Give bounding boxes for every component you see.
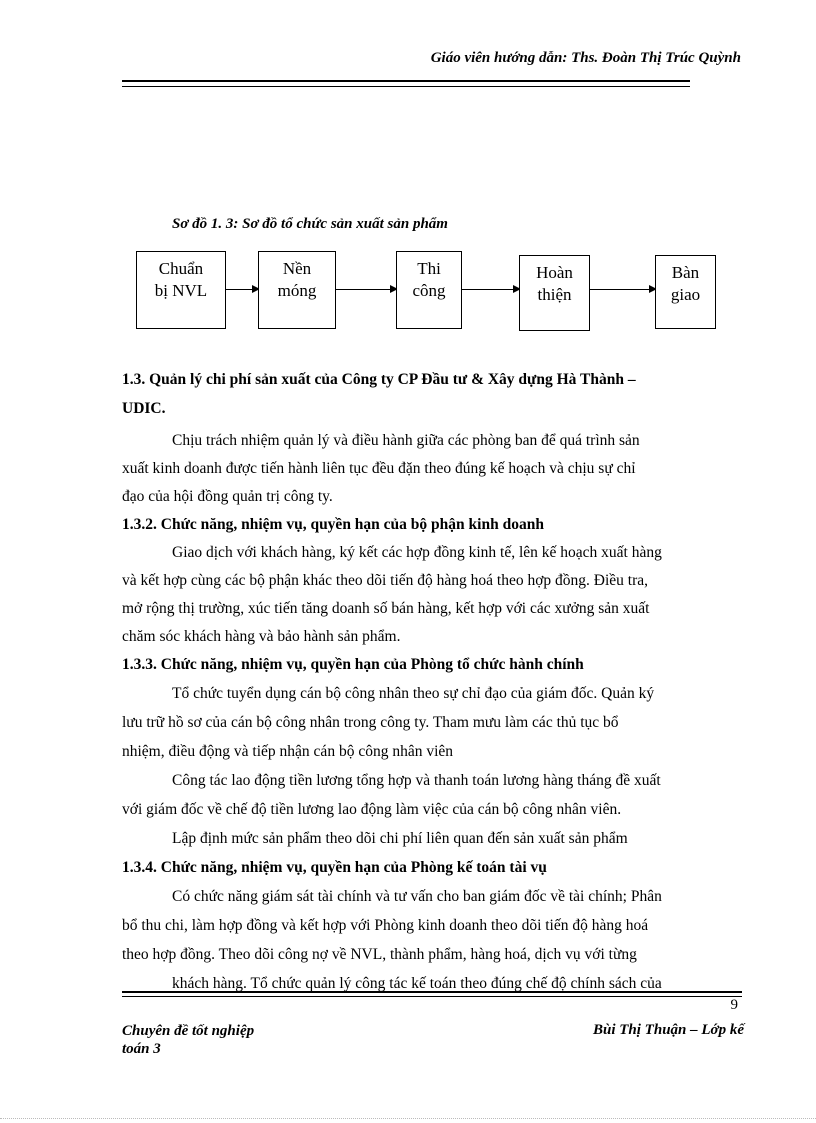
step-box-1 bbox=[136, 251, 226, 329]
step-4-line1: Hoàn bbox=[536, 263, 573, 282]
step-3-line1: Thi bbox=[417, 259, 441, 278]
section-1-3-4-title: 1.3.4. Chức năng, nhiệm vụ, quyền hạn của Phòng kế toán tài vụ bbox=[122, 859, 547, 876]
section-1-3-3-title: 1.3.3. Chức năng, nhiệm vụ, quyền hạn của Phòng tổ chức hành chính bbox=[122, 656, 584, 673]
section-1-3-paragraph bbox=[122, 427, 741, 511]
step-2-line1: Nền bbox=[282, 259, 312, 278]
step-box-3 bbox=[396, 251, 462, 329]
para-line: Giao dịch với khách hàng, ký kết các hợp đồng kinh tế, lên kế hoạch xuất hàng bbox=[172, 544, 662, 561]
arrow-1 bbox=[226, 289, 258, 290]
footer-rule-thin bbox=[122, 996, 742, 997]
arrow-3 bbox=[462, 289, 519, 290]
para-line: theo hợp đồng. Theo dõi công nợ về NVL, thành phẩm, hàng hoá, dịch vụ với từng bbox=[122, 946, 637, 963]
para-line: khách hàng. Tổ chức quản lý công tác kế toán theo đúng chế độ chính sách của bbox=[172, 975, 662, 992]
step-box-2 bbox=[258, 251, 336, 329]
para-line: và kết hợp cùng các bộ phận khác theo dõi tiến độ hàng hoá theo hợp đồng. Điều tra, bbox=[122, 572, 649, 589]
section-1-3-2-title: 1.3.2. Chức năng, nhiệm vụ, quyền hạn của bộ phận kinh doanh bbox=[122, 516, 544, 533]
para-line: Chịu trách nhiệm quản lý và điều hành giữa các phòng ban để quá trình sản bbox=[172, 432, 640, 449]
body-text bbox=[122, 365, 741, 998]
footer-right: Bùi Thị Thuận – Lớp kế bbox=[593, 1022, 744, 1038]
footer-left bbox=[122, 1022, 254, 1058]
step-1-line2: bị NVL bbox=[154, 281, 208, 300]
page-number: 9 bbox=[730, 997, 738, 1013]
arrow-4 bbox=[590, 289, 655, 290]
para-line: Tổ chức tuyển dụng cán bộ công nhân theo sự chỉ đạo của giám đốc. Quản ký bbox=[172, 685, 655, 702]
arrow-2 bbox=[336, 289, 396, 290]
section-1-3-3-paragraph-3: Lập định mức sản phẩm theo dõi chi phí liên quan đến sản xuất sản phẩm bbox=[172, 830, 628, 847]
section-1-3-3-paragraph-1 bbox=[122, 679, 741, 766]
page-bottom-dotted-line bbox=[0, 1118, 816, 1119]
para-line: nhiệm, điều động và tiếp nhận cán bộ công nhân viên bbox=[122, 743, 454, 760]
diagram-caption: Sơ đồ 1. 3: Sơ đồ tổ chức sản xuất sản phẩm bbox=[172, 216, 448, 232]
para-line: đạo của hội đồng quản trị công ty. bbox=[122, 488, 333, 505]
step-1-line1: Chuẩn bbox=[158, 259, 204, 278]
footer-left-line2: toán 3 bbox=[122, 1041, 161, 1057]
step-box-5 bbox=[655, 255, 716, 329]
para-line: Công tác lao động tiền lương tổng hợp và thanh toán lương hàng tháng đề xuất bbox=[172, 772, 661, 789]
para-line: chăm sóc khách hàng và bảo hành sản phẩm. bbox=[122, 628, 401, 645]
step-4-line2: thiện bbox=[537, 285, 572, 304]
footer-rule-thick bbox=[122, 991, 742, 993]
step-2-line2: móng bbox=[277, 281, 317, 300]
section-1-3-title-line1: 1.3. Quản lý chi phí sản xuất của Công ty CP Đầu tư & Xây dựng Hà Thành – bbox=[122, 371, 636, 388]
header-rule-thin bbox=[122, 86, 690, 87]
section-1-3-title bbox=[122, 365, 741, 423]
step-5-line1: Bàn bbox=[671, 263, 700, 282]
step-box-4 bbox=[519, 255, 590, 331]
section-1-3-4-paragraph bbox=[122, 882, 741, 998]
para-line: với giám đốc về chế độ tiền lương lao động làm việc của cán bộ công nhân viên. bbox=[122, 801, 622, 818]
step-3-line2: công bbox=[412, 281, 446, 300]
para-line: xuất kinh doanh được tiến hành liên tục đều đặn theo đúng kế hoạch và chịu sự chỉ bbox=[122, 460, 636, 477]
header-rule-thick bbox=[122, 80, 690, 82]
footer-left-line1: Chuyên đề tốt nghiệp bbox=[122, 1023, 255, 1039]
section-1-3-3-paragraph-2 bbox=[122, 766, 741, 824]
section-1-3-title-line2: UDIC. bbox=[122, 400, 166, 417]
para-line: Có chức năng giám sát tài chính và tư vấn cho ban giám đốc về tài chính; Phân bbox=[172, 888, 662, 905]
step-5-line2: giao bbox=[670, 285, 701, 304]
section-1-3-2-paragraph bbox=[122, 539, 741, 651]
para-line: bổ thu chi, làm hợp đồng và kết hợp với Phòng kinh doanh theo dõi tiến độ hàng hoá bbox=[122, 917, 649, 934]
para-line: lưu trữ hồ sơ của cán bộ công nhân trong công ty. Tham mưu làm các thủ tục bổ bbox=[122, 714, 619, 731]
para-line: mở rộng thị trường, xúc tiến tăng doanh số bán hàng, kết hợp với các xưởng sản xuất bbox=[122, 600, 650, 617]
page-header: Giáo viên hướng dẫn: Ths. Đoàn Thị Trúc Quỳnh bbox=[430, 50, 741, 66]
